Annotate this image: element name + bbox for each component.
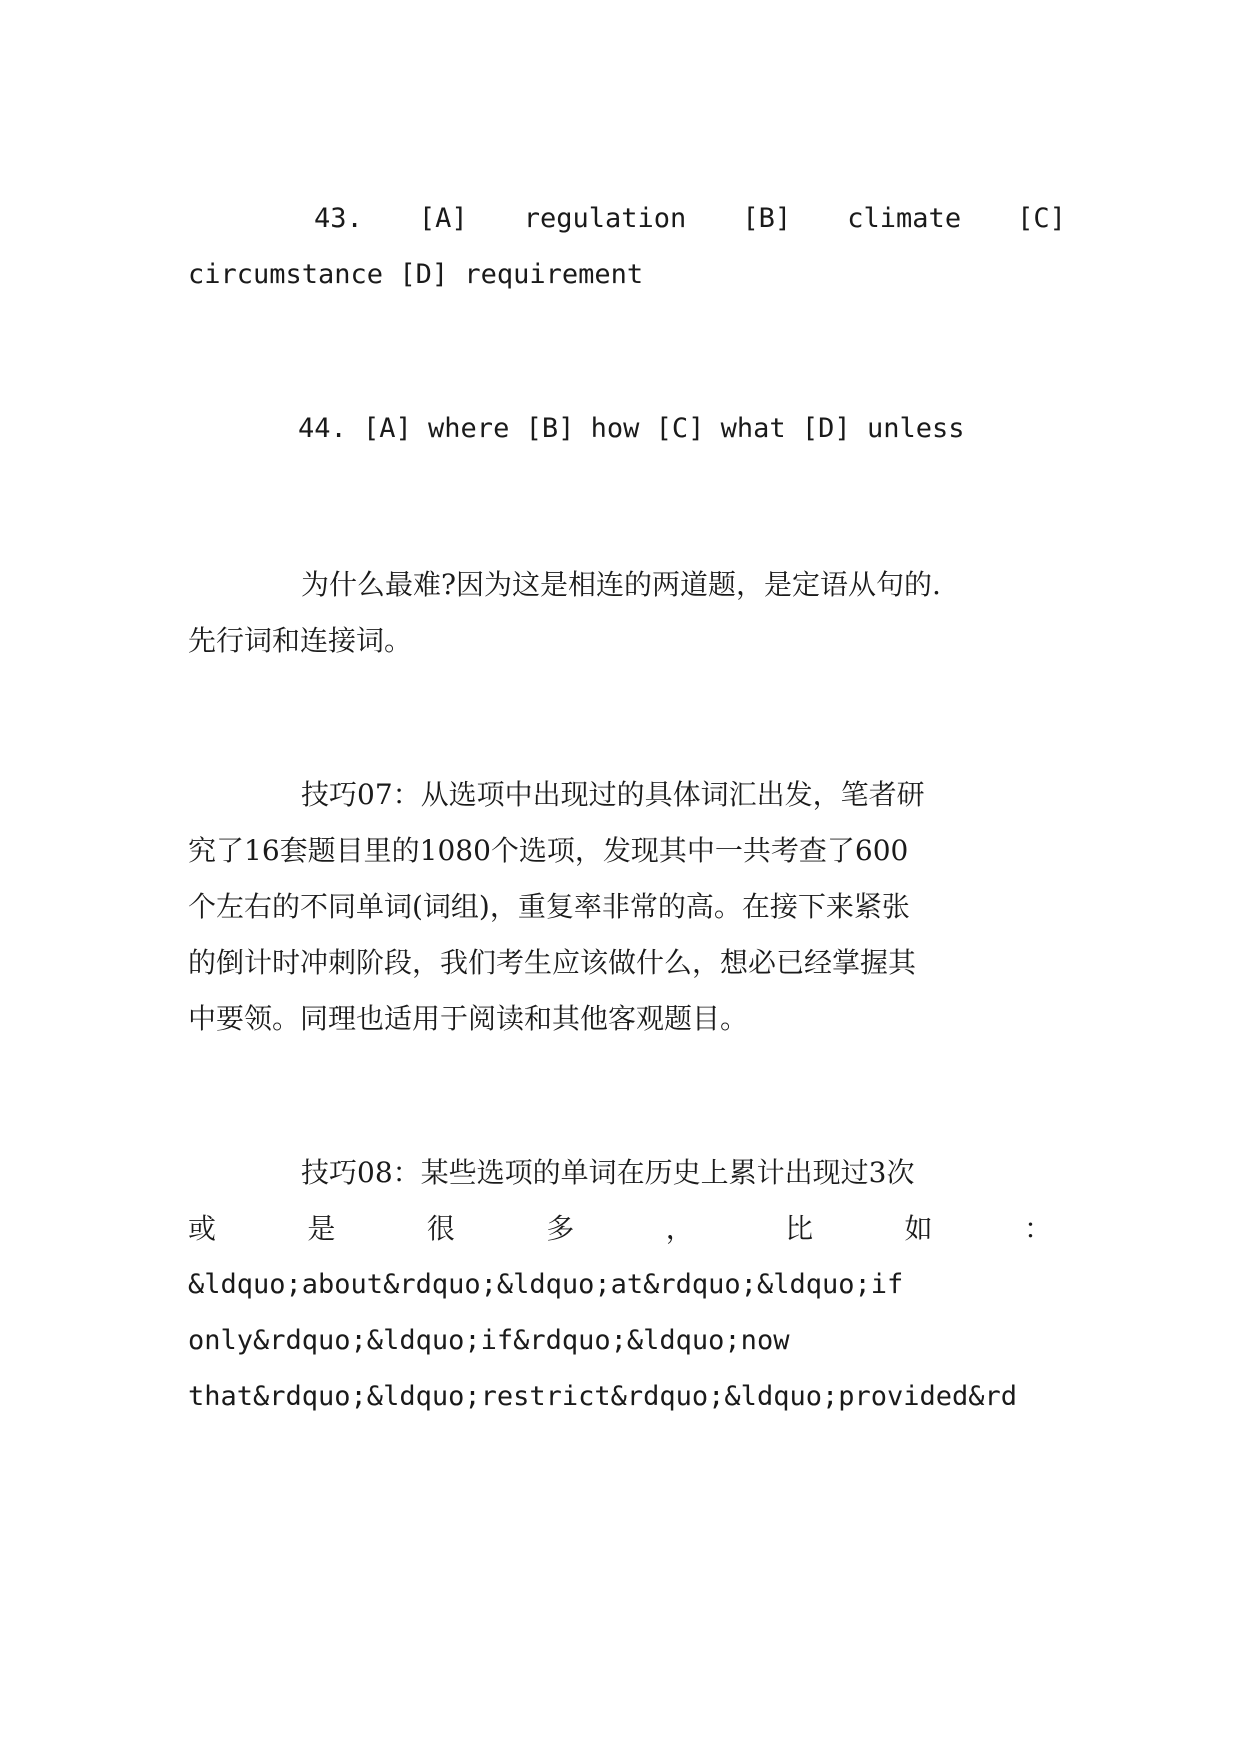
tip08-word: 是 xyxy=(307,1212,336,1245)
tip07-line-4: 的倒计时冲刺阶段，我们考生应该做什么，想必已经掌握其 xyxy=(188,946,917,979)
tip08-word: 或 xyxy=(188,1212,217,1245)
tip08-word: 比 xyxy=(785,1212,814,1245)
tip08-word: ： xyxy=(1023,1212,1052,1245)
tip07-line-5: 中要领。同理也适用于阅读和其他客观题目。 xyxy=(188,1002,749,1035)
tip08-line-5: that&rdquo;&ldquo;restrict&rdquo;&ldquo;provided&rd xyxy=(188,1381,1018,1412)
q43-option-a-label: [A] xyxy=(418,203,468,234)
q43-option-b-label: [B] xyxy=(742,203,792,234)
tip07-line-1: 技巧07：从选项中出现过的具体词汇出发，笔者研 xyxy=(301,778,925,811)
q43-number: 43. xyxy=(314,203,363,234)
tip08-line-1: 技巧08：某些选项的单词在历史上累计出现过3次 xyxy=(301,1156,915,1189)
tip08-line-3: &ldquo;about&rdquo;&ldquo;at&rdquo;&ldquo;if xyxy=(188,1269,904,1300)
tip07-line-2: 究了16套题目里的1080个选项，发现其中一共考查了600 xyxy=(188,834,909,867)
q43-line-1 xyxy=(188,190,1066,248)
tip08-word: 很 xyxy=(426,1212,455,1245)
q43-option-b: climate xyxy=(847,203,962,234)
tip08-line-2 xyxy=(188,1200,1052,1258)
tip08-word: ， xyxy=(665,1212,694,1245)
q43-option-a: regulation xyxy=(523,203,687,234)
tip08-word: 多 xyxy=(546,1212,575,1245)
tip07-line-3: 个左右的不同单词(词组)，重复率非常的高。在接下来紧张 xyxy=(188,890,910,923)
q43-line-2: circumstance [D] requirement xyxy=(188,259,644,290)
q44-line: 44. [A] where [B] how [C] what [D] unless xyxy=(298,413,965,444)
tip08-line-4: only&rdquo;&ldquo;if&rdquo;&ldquo;now xyxy=(188,1325,790,1356)
why-line-2: 先行词和连接词。 xyxy=(188,624,413,657)
q43-option-c-label: [C] xyxy=(1017,203,1066,234)
tip08-word: 如 xyxy=(904,1212,933,1245)
why-line-1: 为什么最难?因为这是相连的两道题，是定语从句的. xyxy=(301,568,941,601)
